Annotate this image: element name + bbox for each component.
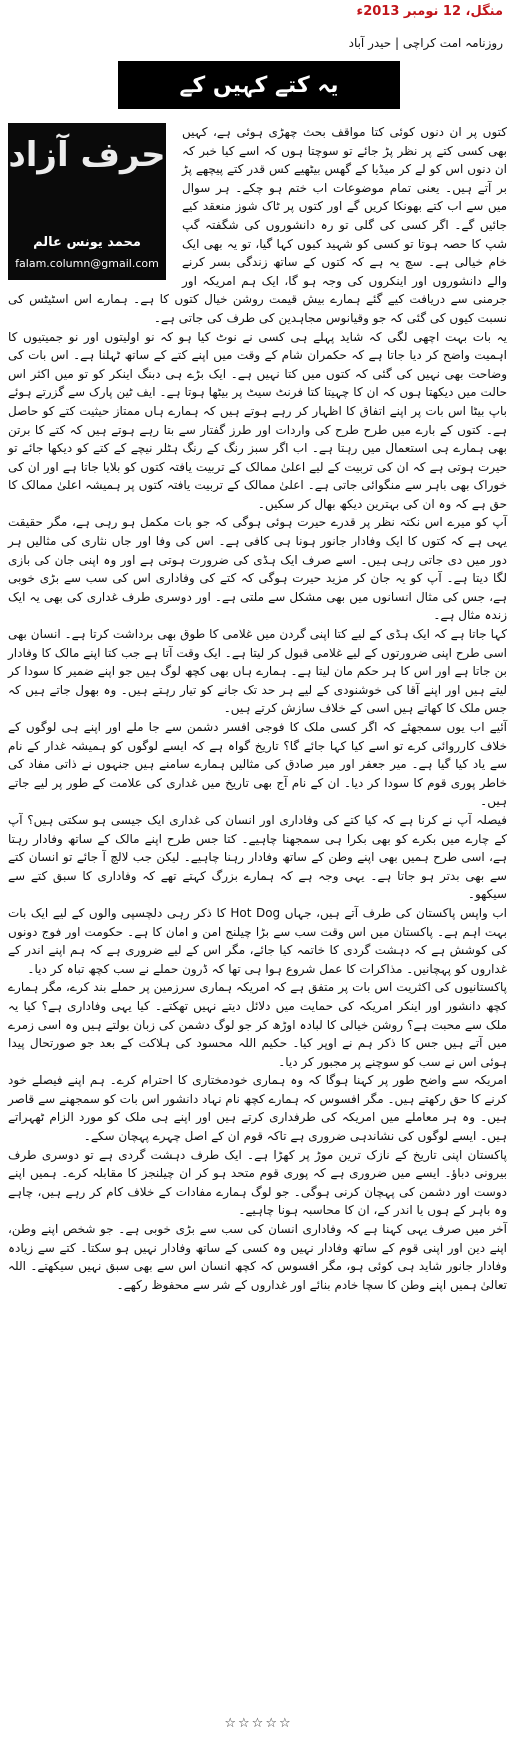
article-paragraph: آخر میں صرف یہی کہنا ہے کہ وفاداری انسان کی سب سے بڑی خوبی ہے۔ جو شخص اپنے وطن، اپنے دین اور اپنی قوم کے ساتھ وفادار نہیں وہ کسی کے ساتھ وفادار نہیں ہو سکتا۔ کتے سے زیادہ وفادار جانور شاید ہی کوئی ہو، مگر افسوس کہ کچھ انسان اس سے بھی سبق نہیں سیکھتے۔ اللہ تعالیٰ ہمیں اپنے وطن کا سچا خادم بنائے اور غداروں کے شر سے محفوظ رکھے۔ (8, 1222, 507, 1292)
article-title-banner (118, 61, 400, 109)
article-title: یہ کتے کہیں کے (179, 72, 339, 98)
article-paragraph: امریکہ سے واضح طور پر کہنا ہوگا کہ وہ ہماری خودمختاری کا احترام کرے۔ ہم اپنے فیصلے خود کرنے کا حق رکھتے ہیں۔ مگر افسوس کہ ہمارے کچھ نام نہاد دانشور اس بات کو سمجھنے سے قاصر ہیں۔ وہ ہر معاملے میں امریکہ کی طرفداری کرتے ہیں اور اپنے ہی ملک کو مورد الزام ٹھہراتے ہیں۔ ایسے لوگوں کی نشاندہی ضروری ہے تاکہ قوم ان کے اصل چہرے پہچان سکے۔ (8, 1073, 507, 1144)
article-paragraph: اب واپس پاکستان کی طرف آتے ہیں، جہاں Hot Dog کا ذکر رہی دلچسپی والوں کے لیے ایک بات بہت اہم ہے۔ پاکستان میں اس وقت سب سے بڑا چیلنج امن و امان کا ہے۔ حکومت اور فوج دونوں کی کوشش ہے کہ دہشت گردی کا خاتمہ کیا جائے، مگر اس کے لیے ضروری ہے کہ ہم اپنے اندر کے غداروں کو پہچانیں۔ مذاکرات کا عمل شروع ہوا ہی تھا کہ ڈرون حملے نے سب کچھ تباہ کر دیا۔ (8, 905, 507, 976)
article-paragraph: آئیے اب یوں سمجھئے کہ اگر کسی ملک کا فوجی افسر دشمن سے جا ملے اور اپنے ہی لوگوں کے خلاف کارروائی کرے تو اسے کیا کہا جائے گا؟ تاریخ گواہ ہے کہ ایسے لوگوں کو ہمیشہ غدار کے نام سے یاد کیا گیا ہے۔ میر جعفر اور میر صادق کی مثالیں ہمارے سامنے ہیں جنہوں نے ذاتی مفاد کی خاطر پوری قوم کا سودا کر دیا۔ ان کے نام آج بھی تاریخ میں غداری کی علامت کے طور پر لیے جاتے ہیں۔ (8, 720, 507, 809)
article-paragraph: یہ بات بہت اچھی لگی کہ شاید پہلے ہی کسی نے نوٹ کیا ہو کہ نو اولیتوں اور نو جمیتیوں کا اہمیت واضح کر دیا جاتا ہے کہ حکمران شام کے وقت میں اپنے کتے کے ساتھ ٹہلنا ہے۔ اس بات کی وضاحت بھی نہیں کی گئی کہ کتوں میں کتا نہیں ہے۔ ایک بڑے ہی دبنگ اینکر کو تو میں اکثر اس حالت میں دیکھتا ہوں کہ ان کا چہیتا کتا فرنٹ سیٹ پر بیٹھا ہوتا ہے۔ ایف ٹین پارک سے گزرتے ہوئے باپ بیٹا اس بات پر اپنے اتفاق کا اظہار کر رہے ہوتے ہیں کہ ہمارے ہاں ممتاز حیثیت کتے کو حاصل ہے۔ کتوں کے بارے میں طرح طرح کی واردات اور طرز گفتار سے بتا رہے ہوتے ہیں کہ کتے کا برتن بھی ہمارے ہی استعمال میں رہتا ہے۔ اب اگر سبز رنگ کے رنگ ہٹلر نیچے کے کتے کو دیکھا جائے تو حیرت ہوتی ہے کہ ان کی تربیت کے لیے اعلیٰ ممالک کے تربیت یافتہ کتوں کو بلایا جاتا ہے اور ان کی خوراک بھی باہر سے منگوائی جاتی ہے۔ اعلیٰ ممالک کے تربیت یافتہ کتوں پر ہمیشہ اعلیٰ ممالک کا حق ہے کہ وہ ان کی بہترین دیکھ بھال کر سکیں۔ (8, 329, 507, 511)
column-logo-text: حرف آزاد (8, 135, 166, 175)
dateline: منگل، 12 نومبر 2013ء (356, 4, 503, 19)
logo-wrap-space (8, 123, 176, 283)
newspaper-source: روزنامہ امت کراچی | حیدر آباد (348, 36, 503, 50)
article-paragraph: پاکستانیوں کی اکثریت اس بات پر متفق ہے کہ امریکہ ہماری سرزمین پر حملے بند کرے، مگر ہمارے کچھ دانشور اور اینکر امریکہ کی حمایت میں دلائل دیتے نہیں تھکتے۔ کیا یہی وفاداری ہے؟ کیا یہ ملک سے محبت ہے؟ روشن خیالی کا لبادہ اوڑھ کر جو لوگ دشمن کی زبان بولتے ہیں وہ اسی زمرے میں آتے ہیں جس کا ذکر ہم نے اوپر کیا۔ حکیم اللہ محسود کی ہلاکت کے بعد جو صورتحال پیدا ہوئی اس نے سب کو سوچنے پر مجبور کر دیا۔ (8, 980, 507, 1069)
author-email: falam.column@gmail.com (15, 257, 159, 270)
end-mark-stars: ☆☆☆☆☆ (224, 1716, 293, 1731)
article-paragraph: پاکستان اپنی تاریخ کے نازک ترین موڑ پر کھڑا ہے۔ ایک طرف دہشت گردی ہے تو دوسری طرف بیرونی دباؤ۔ ایسے میں ضروری ہے کہ پوری قوم متحد ہو کر ان چیلنجز کا مقابلہ کرے۔ ہمیں اپنے دوست اور دشمن کی پہچان کرنی ہوگی۔ جو لوگ ہمارے مفادات کے خلاف کام کر رہے ہیں، چاہے وہ باہر کے ہوں یا اندر کے، ان کا محاسبہ ہونا چاہیے۔ (8, 1147, 507, 1218)
article-body (8, 123, 507, 1294)
article-paragraph: آپ کو میرے اس نکتہ نظر پر قدرے حیرت ہوئی ہوگی کہ جو بات مکمل ہو رہی ہے، مگر حقیقت یہی ہے کہ کتوں کا ایک وفادار جانور ہونا ہی کافی ہے۔ اس کی وفا اور جاں نثاری کی مثالیں ہر دور میں دی جاتی رہی ہیں۔ اسے صرف ایک ہڈی کی ضرورت ہوتی ہے اور وہ اپنی جان کی بازی لگا دیتا ہے۔ آپ کو یہ جان کر مزید حیرت ہوگی کہ کتے کی وفاداری اس کی سب سے بڑی خوبی ہے، جس کی مثال انسانوں میں بھی مشکل سے ملتی ہے۔ اور دوسری طرف غداری کی بھی یہ ایک زندہ مثال ہے۔ (8, 515, 507, 623)
article-paragraph: کتوں پر ان دنوں کوئی کتا مواقف بحث چھڑی ہوئی ہے، کہیں بھی کسی کتے پر نظر پڑ جائے تو سوچتا ہوں کہ اسے کیا خبر کہ ان دنوں اس کو لے کر میڈیا کے گھس بیٹھیے کس قدر کتے پیچھے پڑ بر آتے ہیں۔ یعنی تمام موضوعات اب ختم ہو چکے۔ ہر سوال میں سے اب کتے بھونکا کریں گے اور کتوں پر ٹاک شوز منعقد کیے جائیں گے۔ اگر کسی کی گلی تو رہ دانشوروں کی شگفتہ گپ شپ کا حصہ ہوتا تو کسی کو شہید کیوں کہا گیا، تو یہ بھی ایک خام خیالی ہے۔ سچ یہ ہے کہ کتوں کے ساتھ زندگی بسر کرنے والے دانشوروں اور اینکروں کی وجہ ہو گا، ایک ہم امریکہ اور جرمنی سے دریافت کیے گئے ہمارے بیش قیمت روشن خیال کتوں کا ہے۔ ہمارے اس اسٹیٹس کی نسبت کیوں کی گئی کہ جو وقیانوس مجاہدین کی طرف کی جاتی ہے۔ (8, 125, 507, 325)
author-name: محمد یونس عالم (33, 235, 141, 250)
article-paragraph: کہا جاتا ہے کہ ایک ہڈی کے لیے کتا اپنی گردن میں غلامی کا طوق بھی برداشت کرتا ہے۔ انسان بھی اسی طرح اپنی ضرورتوں کے لیے غلامی قبول کر لیتا ہے۔ ایک وقت آتا ہے جب کتا اپنے مالک کا وفادار بن جاتا ہے اور اس کا ہر حکم مان لیتا ہے۔ ہمارے ہاں بھی کچھ لوگ ہیں جو اپنے ضمیر کا سودا کر لیتے ہیں اور اپنے آقا کی خوشنودی کے لیے ہر حد تک جانے کو تیار رہتے ہیں۔ وہ بھول جاتے ہیں کہ جس ملک کا کھاتے ہیں اسی کے خلاف سازش کرتے ہیں۔ (8, 627, 507, 716)
article-paragraph: فیصلہ آپ نے کرنا ہے کہ کیا کتے کی وفاداری اور انسان کی غداری ایک جیسی ہو سکتی ہیں؟ آپ کے چارے میں بکرے کو بھی بکرا ہی سمجھنا چاہیے۔ کتا جس طرح اپنے مالک کے ساتھ وفادار رہتا ہے، اسی طرح ہمیں بھی اپنے وطن کے ساتھ وفادار رہنا چاہیے۔ لیکن جب لالچ آ جائے تو انسان کتے سے بھی بدتر ہو جاتا ہے۔ یہی وجہ ہے کہ ہمارے بزرگ کہتے تھے کہ وفاداری کا سبق کتے سے سیکھو۔ (8, 812, 507, 902)
